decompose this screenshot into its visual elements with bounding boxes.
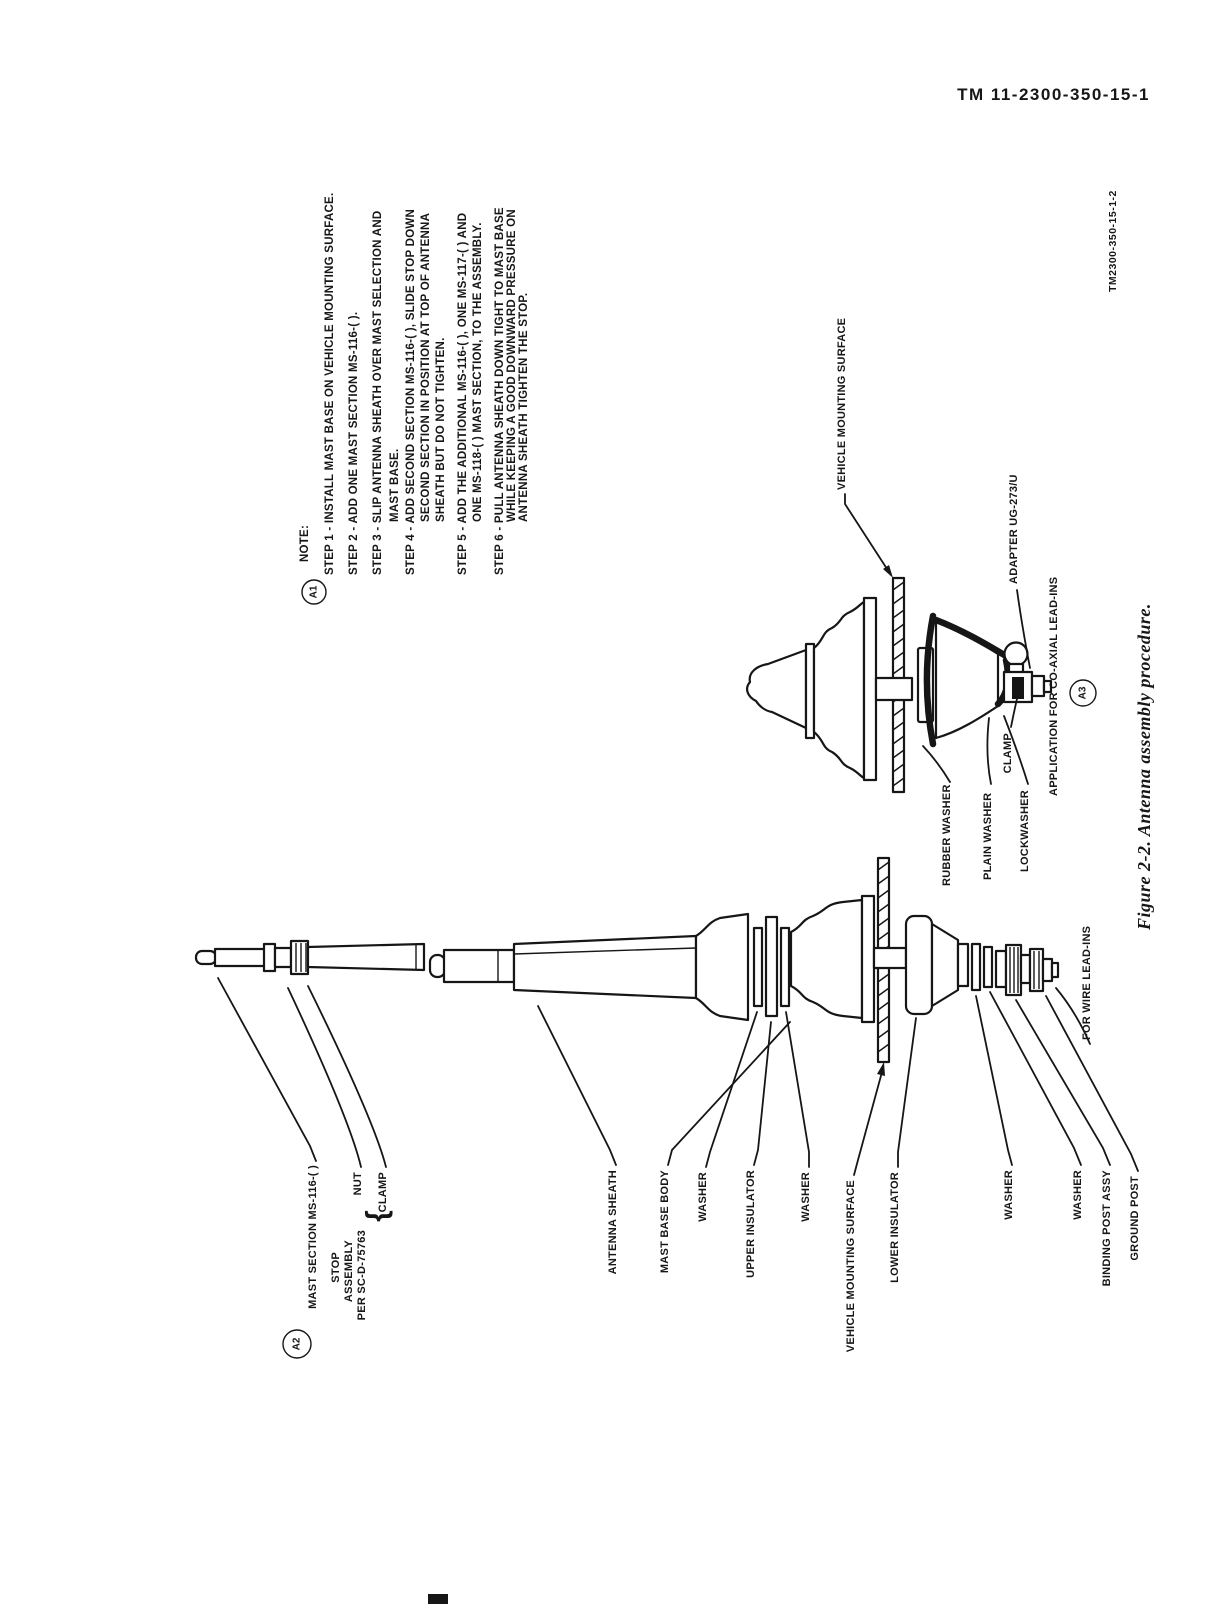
a3-label-rubber-washer: RUBBER WASHER xyxy=(941,784,953,886)
a3-cone-shoulder xyxy=(806,644,814,738)
a2-washer-disc-2 xyxy=(781,928,789,1006)
a2-label-binding-post-assy: BINDING POST ASSY xyxy=(1101,1170,1113,1287)
a2-label-ground-post: GROUND POST xyxy=(1129,1176,1141,1261)
figure-caption: Figure 2-2. Antenna assembly procedure. xyxy=(1134,603,1154,930)
a2-upper-insulator-disc xyxy=(766,917,777,1016)
a3-adapter-fitting xyxy=(1032,676,1044,696)
a2-post-tip xyxy=(1052,963,1058,977)
a2-washer-disc-4 xyxy=(984,947,992,987)
a2-post-stud xyxy=(1043,959,1052,981)
a2-label-vehicle-mounting-surface: VEHICLE MOUNTING SURFACE xyxy=(845,1180,857,1353)
a2-label-washer-2: WASHER xyxy=(800,1172,812,1222)
figure-reference-id: TM2300-350-15-1-2 xyxy=(1107,190,1119,292)
note-step-3-cont: MAST BASE. xyxy=(389,448,401,522)
a2-label-mast-base-body: MAST BASE BODY xyxy=(659,1170,671,1274)
a2-label-stop-line2: ASSEMBLY xyxy=(343,1240,355,1303)
note-step-6: STEP 6 - PULL ANTENNA SHEATH DOWN TIGHT TO MAST BASE xyxy=(494,207,506,575)
a2-label-upper-insulator: UPPER INSULATOR xyxy=(745,1170,757,1278)
a3-label-vehicle-mounting-surface: VEHICLE MOUNTING SURFACE xyxy=(836,317,848,490)
a2-stop-assembly-brace: { xyxy=(360,1210,394,1222)
a2-sheath-tip xyxy=(430,955,445,977)
note-step-4: STEP 4 - ADD SECOND SECTION MS-116-( ), SLIDE STOP DOWN xyxy=(405,208,417,575)
a2-label-nut: NUT xyxy=(352,1172,364,1196)
a3-label-application: APPLICATION FOR CO-AXIAL LEAD-INS xyxy=(1048,576,1060,796)
a2-mast-rod-1 xyxy=(215,949,265,966)
a3-label-lockwasher: LOCKWASHER xyxy=(1019,790,1031,872)
note-step-6-cont-1: WHILE KEEPING A GOOD DOWNWARD PRESSURE ON xyxy=(506,209,518,522)
a2-base-shaft xyxy=(874,948,906,968)
a2-post-spacer xyxy=(996,951,1006,987)
a2-label-lower-insulator: LOWER INSULATOR xyxy=(889,1172,901,1283)
note-step-2: STEP 2 - ADD ONE MAST SECTION MS-116-( ). xyxy=(348,311,360,575)
a2-post-knurled-nut-2 xyxy=(1030,949,1043,991)
marker-a2-label: A2 xyxy=(291,1337,303,1351)
marker-a3-label: A3 xyxy=(1077,686,1089,700)
a3-label-plain-washer: PLAIN WASHER xyxy=(982,792,994,880)
tm-number-header: TM 11-2300-350-15-1 xyxy=(957,85,1150,104)
marker-a1-label: A1 xyxy=(308,585,320,599)
a2-mast-tip xyxy=(196,951,216,964)
note-block xyxy=(299,193,530,604)
note-heading: NOTE: xyxy=(299,524,311,562)
note-step-5-cont: ONE MS-118-( ) MAST SECTION, TO THE ASSEMBLY. xyxy=(472,222,484,522)
a2-label-stop-line3: PER SC-D-75763 xyxy=(356,1230,368,1321)
a2-label-for-wire-lead-ins: FOR WIRE LEAD-INS xyxy=(1081,925,1093,1040)
note-step-4-cont-1: SECOND SECTION IN POSITION AT TOP OF ANTENNA xyxy=(420,212,432,522)
a2-label-antenna-sheath: ANTENNA SHEATH xyxy=(607,1170,619,1275)
a2-post-collar xyxy=(1021,955,1030,983)
a2-label-washer-4: WASHER xyxy=(1072,1170,1084,1220)
note-step-4-cont-2: SHEATH BUT DO NOT TIGHTEN. xyxy=(435,337,447,522)
a3-bell-flange xyxy=(864,598,876,780)
a2-label-mast-section: MAST SECTION MS-116-( ) xyxy=(307,1165,319,1309)
a2-stop-collar xyxy=(264,944,275,971)
a3-adapter-ball xyxy=(1005,643,1028,666)
note-step-1: STEP 1 - INSTALL MAST BASE ON VEHICLE MOUNTING SURFACE. xyxy=(324,192,336,575)
a2-washer-disc-1 xyxy=(754,928,762,1006)
scan-artifact xyxy=(428,1594,448,1604)
a3-mounting-shaft xyxy=(876,678,912,700)
note-step-3: STEP 3 - SLIP ANTENNA SHEATH OVER MAST SELECTION AND xyxy=(372,210,384,575)
a2-label-washer-1: WASHER xyxy=(697,1172,709,1222)
note-step-6-cont-2: ANTENNA SHEATH TIGHTEN THE STOP. xyxy=(518,292,530,522)
a2-sheath-neck xyxy=(444,950,514,982)
a2-label-clamp: CLAMP xyxy=(377,1172,389,1213)
a2-sheath-body xyxy=(514,936,696,998)
a2-washer-disc-3 xyxy=(972,944,980,990)
a2-base-flange xyxy=(862,896,874,1022)
a3-label-adapter: ADAPTER UG-273/U xyxy=(1008,474,1020,584)
a2-mast-rod-2 xyxy=(308,944,424,970)
a3-label-clamp: CLAMP xyxy=(1002,733,1014,774)
a2-label-stop-line1: STOP xyxy=(330,1252,342,1283)
a2-sheath-skirt xyxy=(696,914,748,1020)
a2-label-washer-3: WASHER xyxy=(1003,1170,1015,1220)
note-step-5: STEP 5 - ADD THE ADDITIONAL MS-116-( ), ONE MS-117-( ) AND xyxy=(457,212,469,575)
a2-lower-cap xyxy=(958,944,968,986)
a2-lower-insulator xyxy=(906,916,932,1014)
a2-stop-clamp xyxy=(275,948,291,967)
